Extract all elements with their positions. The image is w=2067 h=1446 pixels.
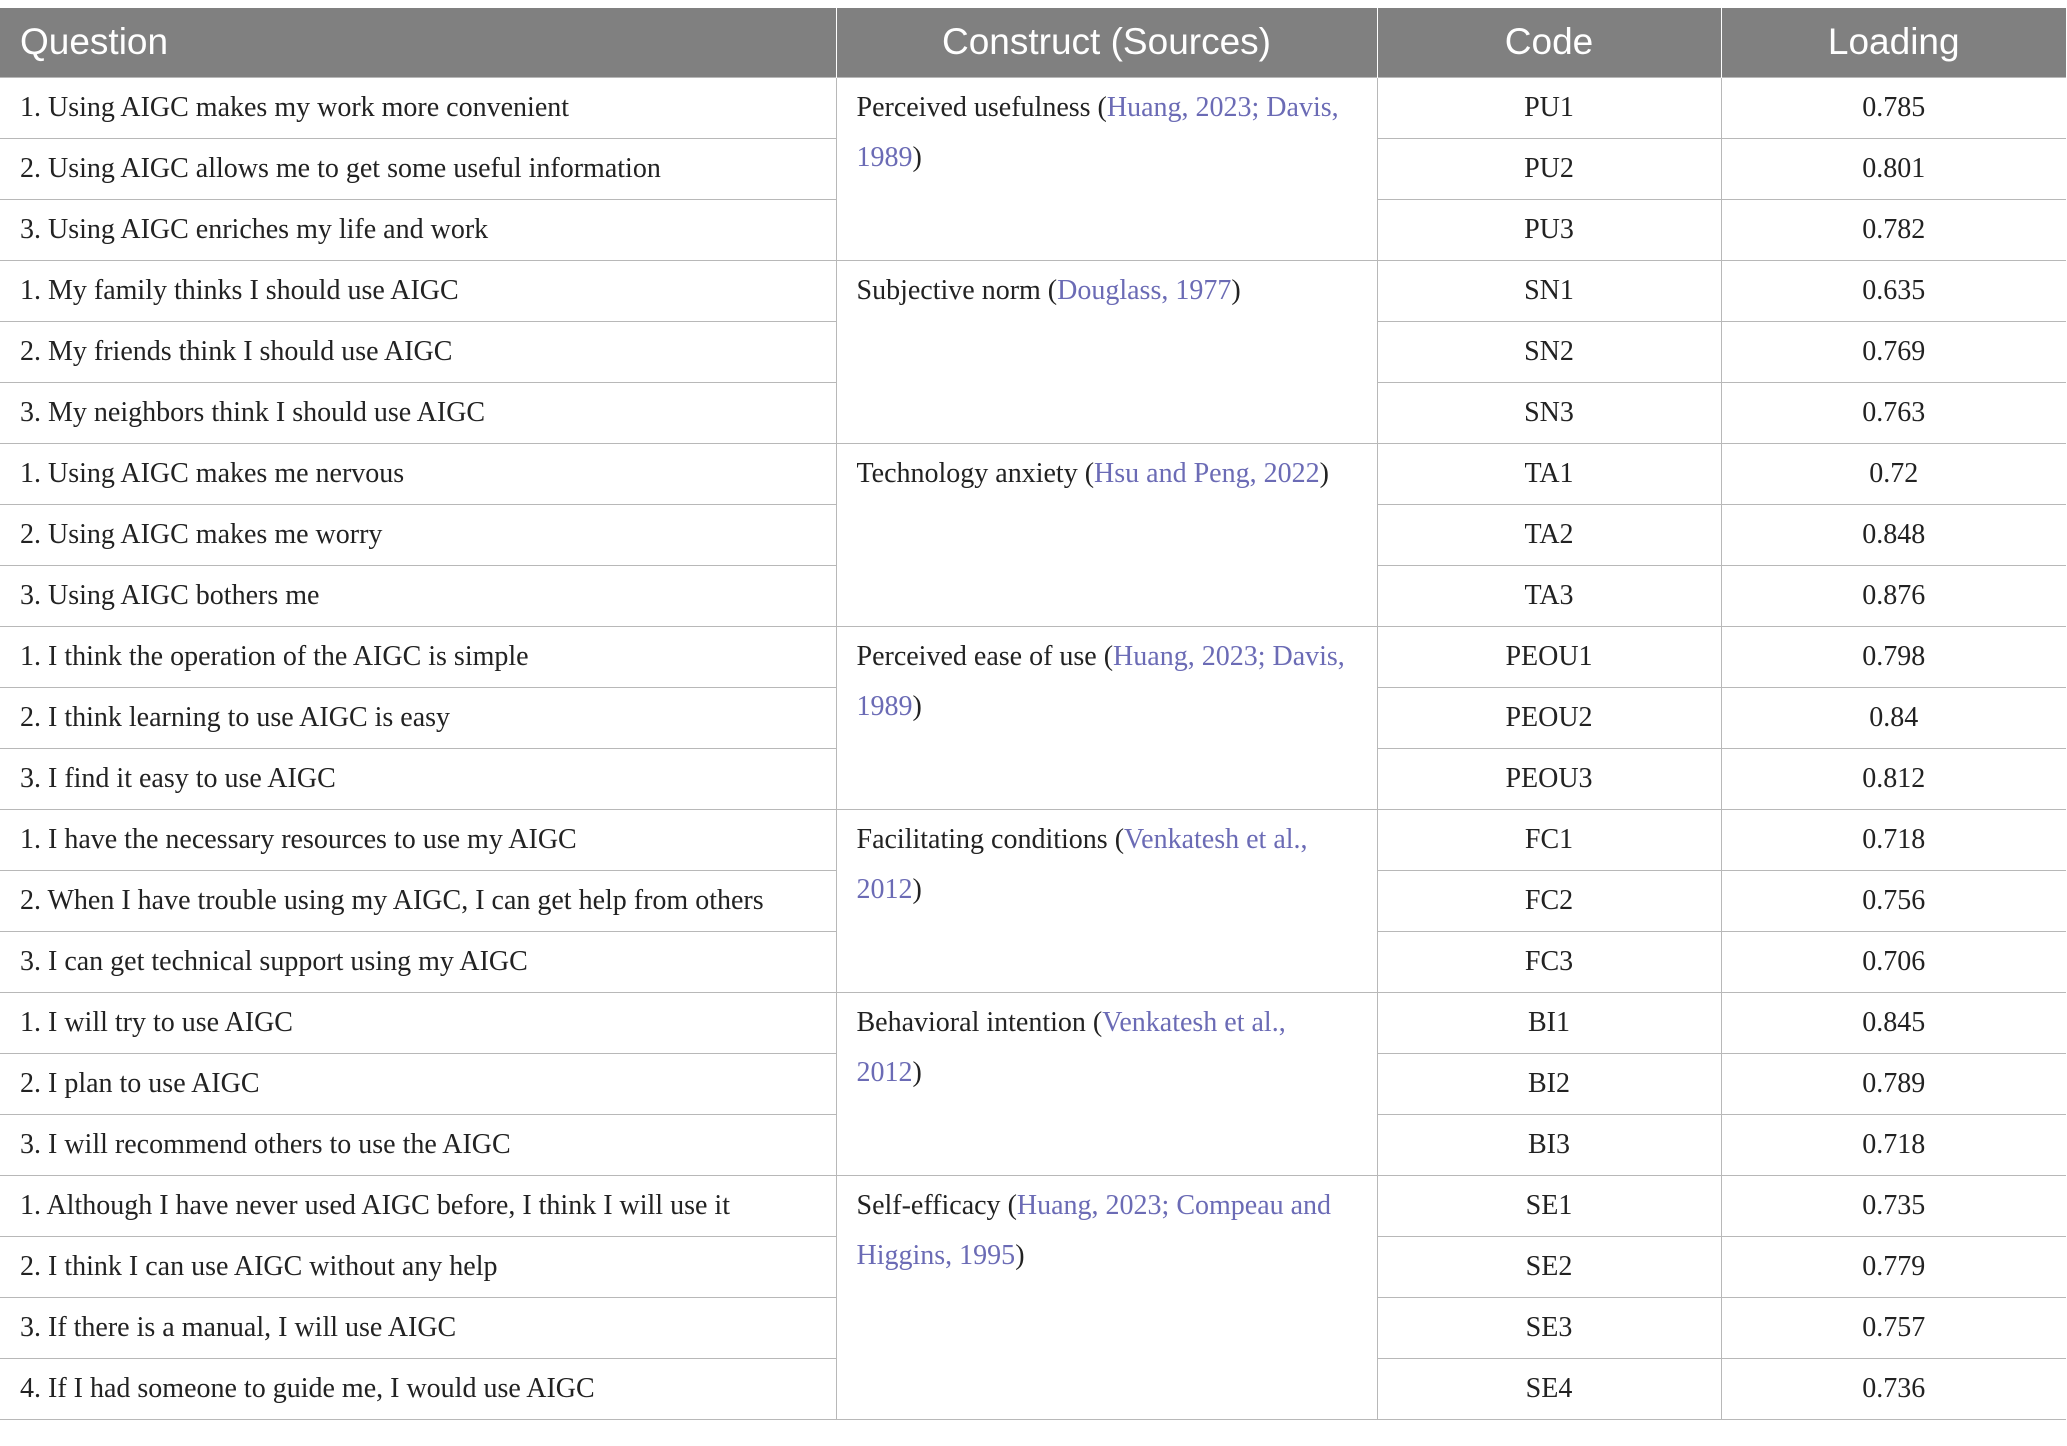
construct-name: Facilitating conditions [856, 823, 1108, 855]
code-cell: SN2 [1377, 321, 1721, 382]
header-question: Question [0, 8, 836, 77]
loading-cell: 0.769 [1721, 321, 2066, 382]
citation-link[interactable]: Huang, 2023; Compeau and Higgins, 1995 [856, 1189, 1332, 1271]
code-cell: FC2 [1377, 870, 1721, 931]
code-cell: FC3 [1377, 931, 1721, 992]
question-cell: 1. Using AIGC makes my work more convenient [0, 77, 836, 138]
header-loading: Loading [1721, 8, 2066, 77]
question-cell: 1. I have the necessary resources to use my AIGC [0, 809, 836, 870]
question-cell: 2. My friends think I should use AIGC [0, 321, 836, 382]
code-cell: BI1 [1377, 992, 1721, 1053]
table-row [0, 809, 2066, 870]
table-row [0, 1175, 2066, 1236]
code-cell: PEOU2 [1377, 687, 1721, 748]
loading-cell: 0.736 [1721, 1358, 2066, 1419]
question-cell: 2. Using AIGC makes me worry [0, 504, 836, 565]
code-cell: SN1 [1377, 260, 1721, 321]
question-cell: 1. My family thinks I should use AIGC [0, 260, 836, 321]
code-cell: TA1 [1377, 443, 1721, 504]
code-cell: SE1 [1377, 1175, 1721, 1236]
construct-cell: Technology anxiety (Hsu and Peng, 2022) [836, 443, 1377, 626]
construct-cell: Subjective norm (Douglass, 1977) [836, 260, 1377, 443]
code-cell: SE4 [1377, 1358, 1721, 1419]
loading-cell: 0.635 [1721, 260, 2066, 321]
loading-cell: 0.801 [1721, 138, 2066, 199]
code-cell: PU3 [1377, 199, 1721, 260]
code-cell: PEOU1 [1377, 626, 1721, 687]
question-cell: 2. Using AIGC allows me to get some useful information [0, 138, 836, 199]
citation-link[interactable]: Venkatesh et al., 2012 [856, 823, 1308, 905]
loading-cell: 0.845 [1721, 992, 2066, 1053]
loading-cell: 0.763 [1721, 382, 2066, 443]
loading-cell: 0.735 [1721, 1175, 2066, 1236]
code-cell: PU2 [1377, 138, 1721, 199]
citation-link[interactable]: Douglass, 1977 [1057, 274, 1232, 306]
table-row [0, 260, 2066, 321]
table-row [0, 443, 2066, 504]
question-cell: 4. If I had someone to guide me, I would use AIGC [0, 1358, 836, 1419]
question-cell: 2. I think learning to use AIGC is easy [0, 687, 836, 748]
code-cell: BI2 [1377, 1053, 1721, 1114]
construct-cell: Self-efficacy (Huang, 2023; Compeau and Higgins, 1995) [836, 1175, 1377, 1419]
question-cell: 1. Although I have never used AIGC before, I think I will use it [0, 1175, 836, 1236]
citation-link[interactable]: Huang, 2023; Davis, 1989 [856, 91, 1339, 173]
code-cell: BI3 [1377, 1114, 1721, 1175]
loading-cell: 0.848 [1721, 504, 2066, 565]
question-cell: 2. When I have trouble using my AIGC, I can get help from others [0, 870, 836, 931]
question-cell: 3. If there is a manual, I will use AIGC [0, 1297, 836, 1358]
code-cell: TA3 [1377, 565, 1721, 626]
question-cell: 2. I plan to use AIGC [0, 1053, 836, 1114]
header-code: Code [1377, 8, 1721, 77]
question-cell: 3. My neighbors think I should use AIGC [0, 382, 836, 443]
loading-cell: 0.782 [1721, 199, 2066, 260]
code-cell: SE3 [1377, 1297, 1721, 1358]
construct-name: Perceived ease of use [856, 640, 1097, 672]
question-cell: 3. Using AIGC bothers me [0, 565, 836, 626]
loading-cell: 0.812 [1721, 748, 2066, 809]
code-cell: SE2 [1377, 1236, 1721, 1297]
construct-name: Subjective norm [856, 274, 1041, 306]
construct-cell: Perceived usefulness (Huang, 2023; Davis, 1989) [836, 77, 1377, 260]
table-header-row [0, 8, 2066, 77]
code-cell: PU1 [1377, 77, 1721, 138]
question-cell: 1. Using AIGC makes me nervous [0, 443, 836, 504]
table-row [0, 77, 2066, 138]
loading-cell: 0.706 [1721, 931, 2066, 992]
construct-cell: Facilitating conditions (Venkatesh et al., 2012) [836, 809, 1377, 992]
question-cell: 3. Using AIGC enriches my life and work [0, 199, 836, 260]
code-cell: FC1 [1377, 809, 1721, 870]
loadings-table [0, 8, 2066, 1420]
construct-name: Perceived usefulness [856, 91, 1091, 123]
question-cell: 3. I find it easy to use AIGC [0, 748, 836, 809]
question-cell: 1. I will try to use AIGC [0, 992, 836, 1053]
loading-cell: 0.718 [1721, 809, 2066, 870]
code-cell: SN3 [1377, 382, 1721, 443]
citation-link[interactable]: Hsu and Peng, 2022 [1094, 457, 1320, 489]
question-cell: 3. I can get technical support using my AIGC [0, 931, 836, 992]
code-cell: TA2 [1377, 504, 1721, 565]
header-construct: Construct (Sources) [836, 8, 1377, 77]
loading-cell: 0.718 [1721, 1114, 2066, 1175]
loading-cell: 0.757 [1721, 1297, 2066, 1358]
loading-cell: 0.779 [1721, 1236, 2066, 1297]
question-cell: 1. I think the operation of the AIGC is simple [0, 626, 836, 687]
citation-link[interactable]: Huang, 2023; Davis, 1989 [856, 640, 1345, 722]
loading-cell: 0.789 [1721, 1053, 2066, 1114]
loading-cell: 0.785 [1721, 77, 2066, 138]
construct-name: Behavioral intention [856, 1006, 1086, 1038]
construct-cell: Perceived ease of use (Huang, 2023; Davis, 1989) [836, 626, 1377, 809]
construct-name: Self-efficacy [856, 1189, 1001, 1221]
question-cell: 2. I think I can use AIGC without any help [0, 1236, 836, 1297]
code-cell: PEOU3 [1377, 748, 1721, 809]
table-row [0, 992, 2066, 1053]
question-cell: 3. I will recommend others to use the AIGC [0, 1114, 836, 1175]
loading-cell: 0.72 [1721, 443, 2066, 504]
citation-link[interactable]: Venkatesh et al., 2012 [856, 1006, 1286, 1088]
loading-cell: 0.756 [1721, 870, 2066, 931]
table-body [0, 77, 2066, 1419]
loading-cell: 0.84 [1721, 687, 2066, 748]
construct-cell: Behavioral intention (Venkatesh et al., 2012) [836, 992, 1377, 1175]
table-row [0, 626, 2066, 687]
construct-name: Technology anxiety [856, 457, 1078, 489]
loading-cell: 0.798 [1721, 626, 2066, 687]
loading-cell: 0.876 [1721, 565, 2066, 626]
